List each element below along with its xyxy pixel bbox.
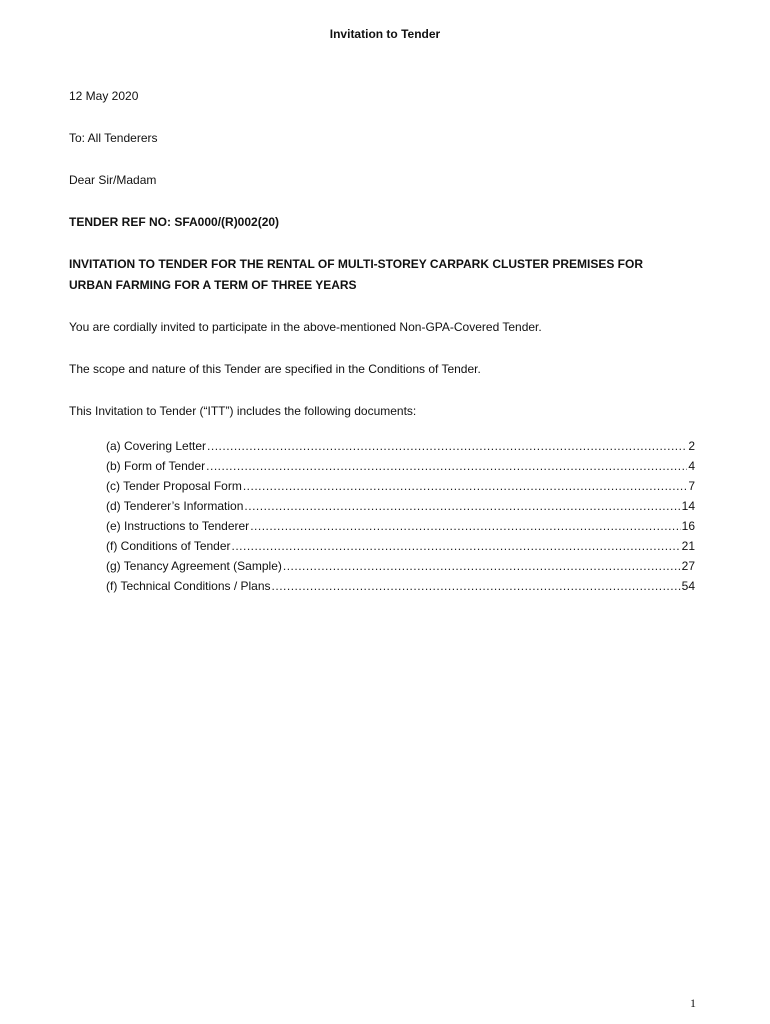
toc-item-label: (a) Covering Letter xyxy=(106,439,207,453)
toc-item-page: 27 xyxy=(681,559,695,573)
toc-item-page: 14 xyxy=(681,499,695,513)
toc-item-page: 16 xyxy=(681,519,695,533)
addressee: To: All Tenderers xyxy=(69,131,158,145)
toc-item-label: (d) Tenderer’s Information xyxy=(106,499,244,513)
toc-dot-leader xyxy=(207,439,687,453)
documents-intro-paragraph: This Invitation to Tender (“ITT”) includes the following documents: xyxy=(69,404,417,418)
toc-item xyxy=(106,579,695,599)
toc-dot-leader xyxy=(283,559,681,573)
toc-item-label: (f) Technical Conditions / Plans xyxy=(106,579,271,593)
tender-subject-line-2: URBAN FARMING FOR A TERM OF THREE YEARS xyxy=(69,278,357,292)
document-title: Invitation to Tender xyxy=(329,27,441,41)
toc-dot-leader xyxy=(250,519,680,533)
toc-item-label: (f) Conditions of Tender xyxy=(106,539,231,553)
toc-item xyxy=(106,519,695,539)
toc-item xyxy=(106,499,695,519)
toc-dot-leader xyxy=(243,479,687,493)
toc-dot-leader xyxy=(232,539,681,553)
toc-item xyxy=(106,479,695,499)
toc-item xyxy=(106,439,695,459)
toc-item-page: 4 xyxy=(688,459,695,473)
page-number: 1 xyxy=(690,996,696,1010)
toc-item xyxy=(106,559,695,579)
toc-item-label: (g) Tenancy Agreement (Sample) xyxy=(106,559,282,573)
letter-date: 12 May 2020 xyxy=(69,89,139,103)
tender-subject xyxy=(69,254,709,296)
invitation-paragraph: You are cordially invited to participate in the above-mentioned Non-GPA-Covered Tender. xyxy=(69,320,542,334)
toc-item-page: 54 xyxy=(681,579,695,593)
toc-item-label: (b) Form of Tender xyxy=(106,459,206,473)
salutation: Dear Sir/Madam xyxy=(69,173,157,187)
toc-item-label: (e) Instructions to Tenderer xyxy=(106,519,250,533)
toc-item xyxy=(106,459,695,479)
scope-paragraph: The scope and nature of this Tender are specified in the Conditions of Tender. xyxy=(69,362,481,376)
toc-item-page: 21 xyxy=(681,539,695,553)
toc-item-page: 2 xyxy=(688,439,695,453)
toc-item-page: 7 xyxy=(688,479,695,493)
toc-dot-leader xyxy=(206,459,687,473)
toc-item-label: (c) Tender Proposal Form xyxy=(106,479,242,493)
tender-subject-line-1: INVITATION TO TENDER FOR THE RENTAL OF MULTI-STOREY CARPARK CLUSTER PREMISES FOR xyxy=(69,257,644,271)
toc-item xyxy=(106,539,695,559)
tender-reference: TENDER REF NO: SFA000/(R)002(20) xyxy=(69,215,280,229)
toc-dot-leader xyxy=(272,579,681,593)
toc-dot-leader xyxy=(244,499,680,513)
documents-list xyxy=(106,439,695,599)
